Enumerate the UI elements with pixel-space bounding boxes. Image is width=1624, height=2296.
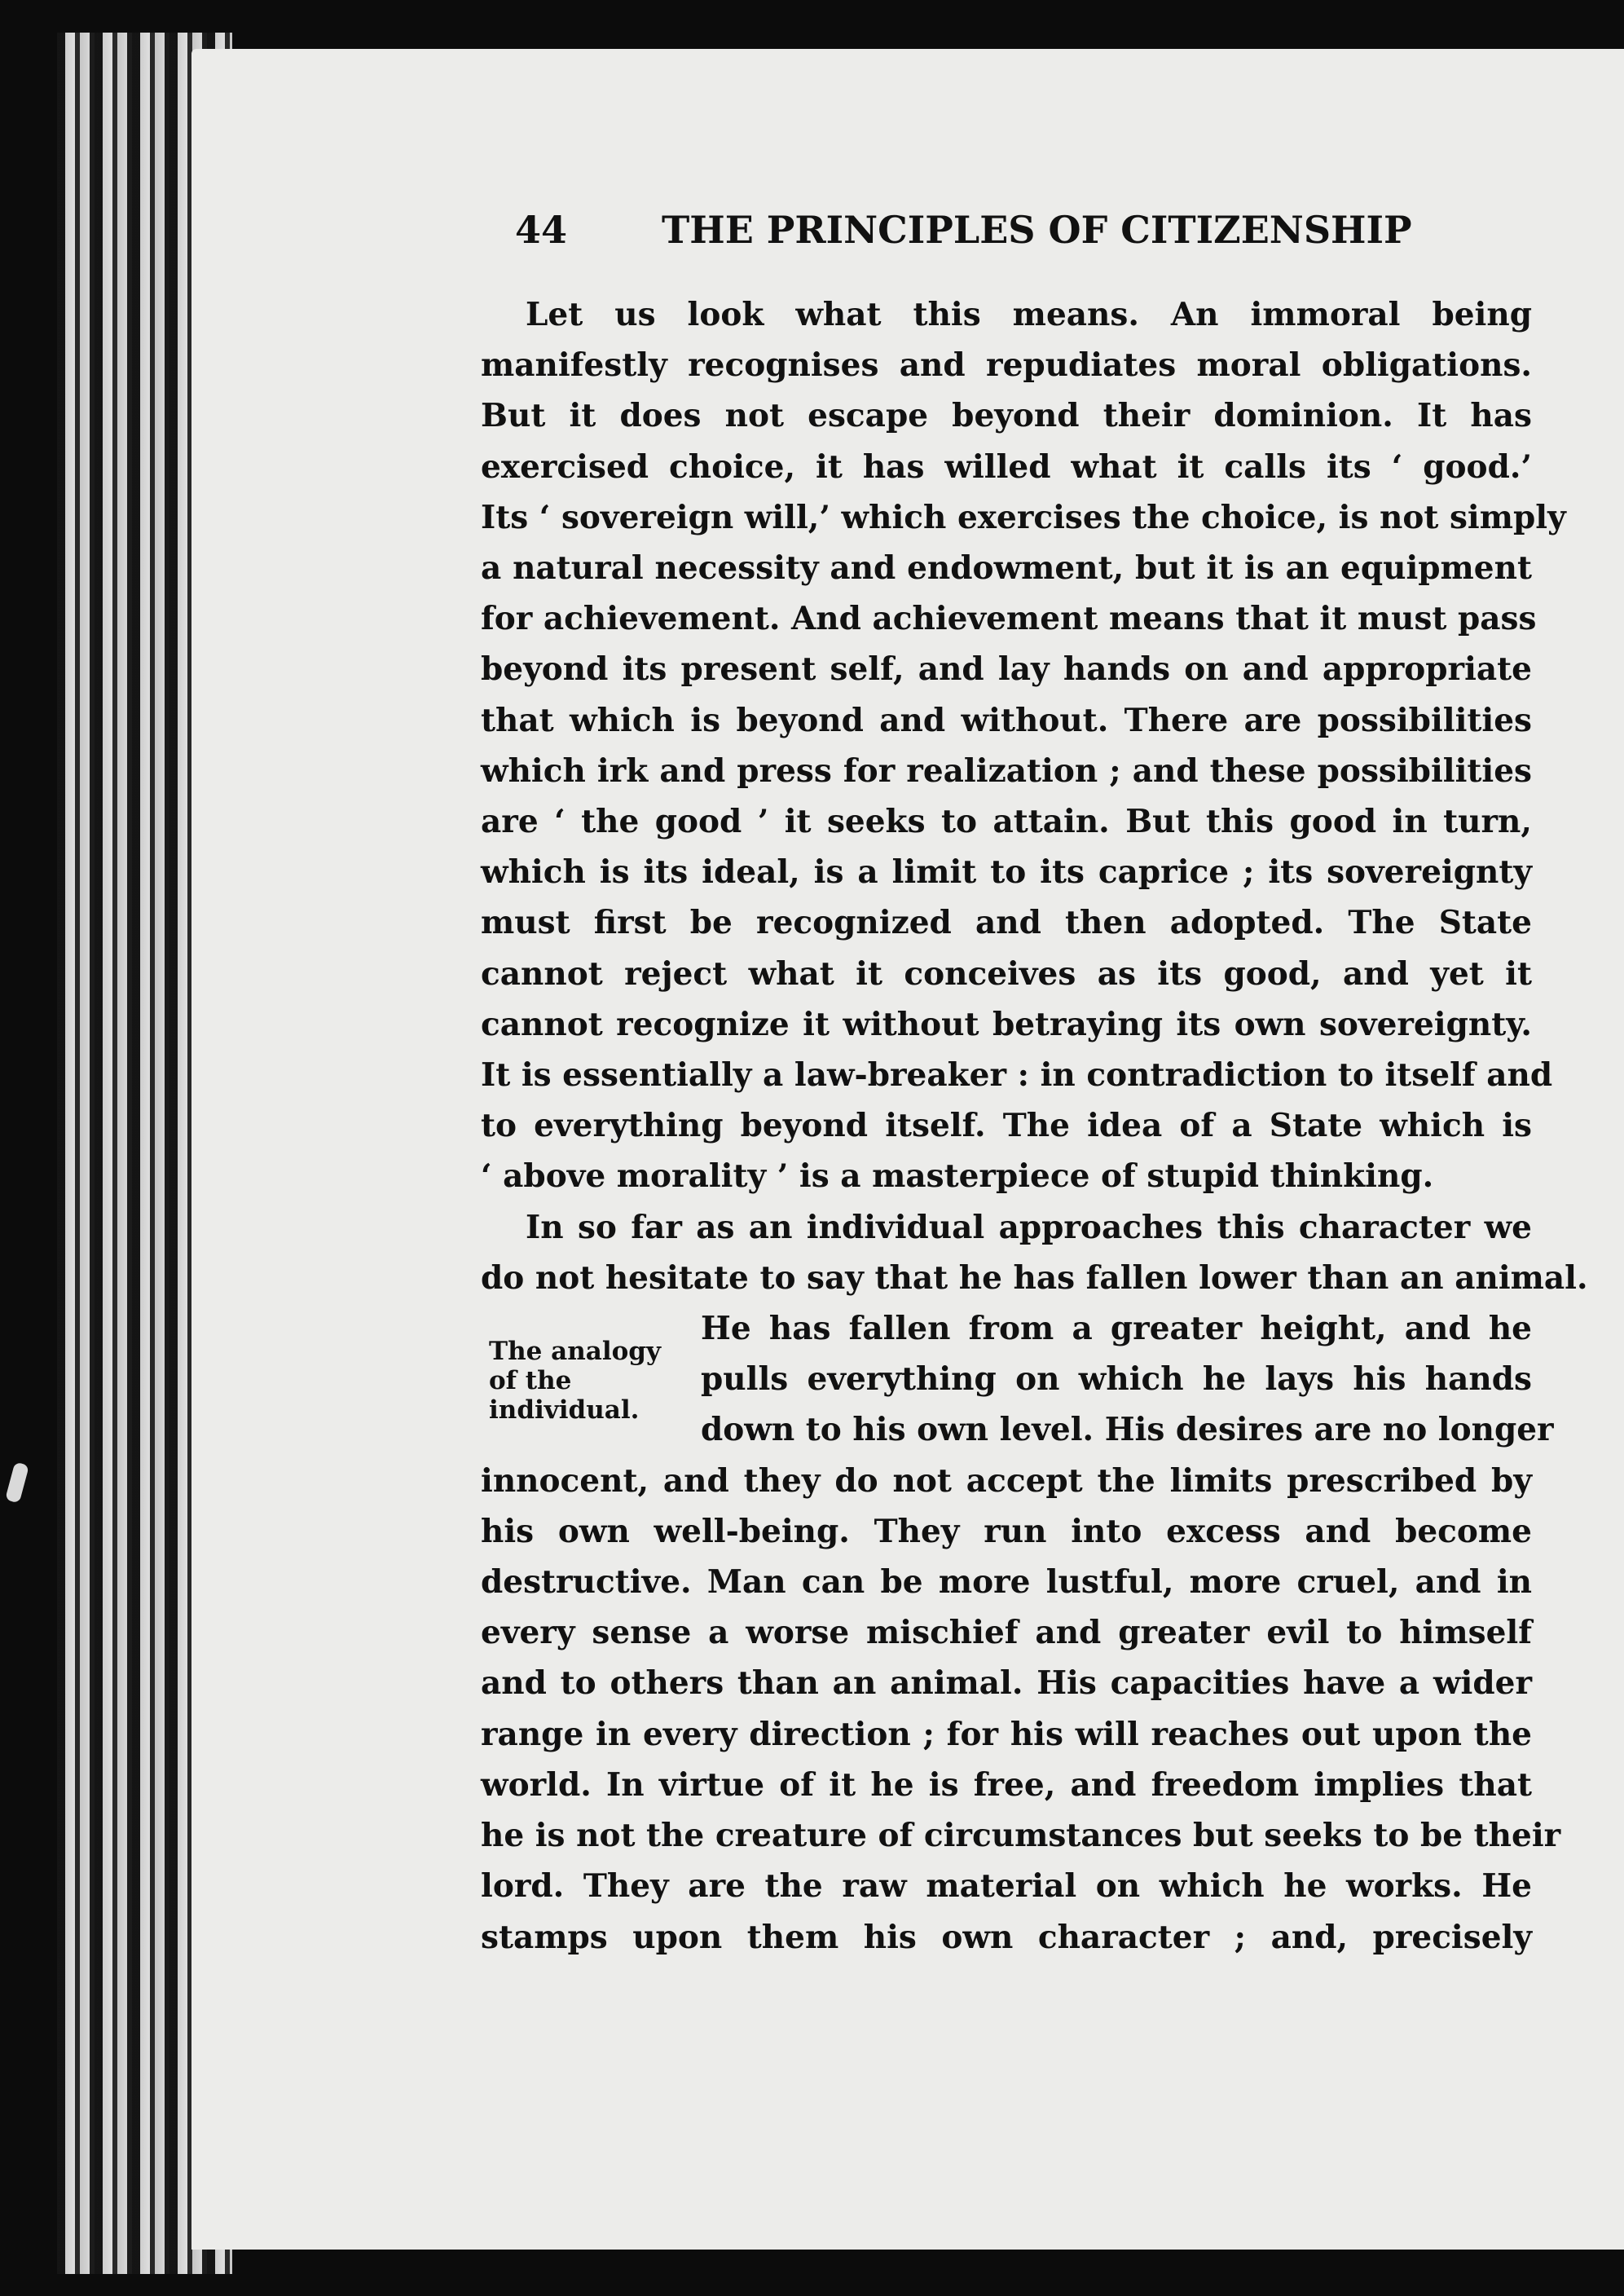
margin-note-line: The analogy: [489, 1337, 661, 1366]
text-line: and to others than an animal. His capacities have a wider: [481, 1664, 1532, 1703]
text-line: Its ‘ sovereign will,’ which exercises the choice, is not simply: [481, 498, 1566, 536]
running-title: THE PRINCIPLES OF CITIZENSHIP: [662, 208, 1412, 252]
text-line: exercised choice, it has willed what it calls its ‘ good.’: [481, 447, 1532, 486]
text-line: every sense a worse mischief and greater evil to himself: [481, 1614, 1532, 1652]
text-line: world. In virtue of it he is free, and freedom implies that: [481, 1765, 1532, 1804]
text-line: to everything beyond itself. The idea of a State which is: [481, 1107, 1532, 1145]
text-line: cannot recognize it without betraying its own sovereignty.: [481, 1005, 1532, 1043]
text-line: do not hesitate to say that he has fallen lower than an animal.: [481, 1258, 1588, 1297]
text-line: range in every direction ; for his will reaches out upon the: [481, 1715, 1532, 1753]
text-line: manifestly recognises and repudiates moral obligations.: [481, 346, 1532, 385]
text-line: for achievement. And achievement means that it must pass: [481, 600, 1537, 638]
text-line: which is its ideal, is a limit to its caprice ; its sovereignty: [481, 853, 1532, 892]
scan-speck: [5, 1461, 29, 1503]
text-line: It is essentially a law-breaker : in contradiction to itself and: [481, 1056, 1553, 1095]
margin-note-line: individual.: [489, 1395, 640, 1425]
text-line: that which is beyond and without. There are possibilities: [481, 701, 1532, 739]
text-line: innocent, and they do not accept the limits prescribed by: [481, 1461, 1532, 1500]
text-line: Let us look what this means. An immoral being: [526, 296, 1532, 333]
running-header: [515, 208, 1412, 252]
text-line: must first be recognized and then adopted. The State: [481, 904, 1532, 942]
text-line: In so far as an individual approaches this character we: [526, 1208, 1532, 1246]
margin-note-line: of the: [489, 1366, 572, 1395]
text-line: stamps upon them his own character ; and, precisely: [481, 1918, 1532, 1956]
text-line: his own well-being. They run into excess and become: [481, 1512, 1532, 1550]
text-line: down to his own level. His desires are no longer: [701, 1411, 1554, 1449]
text-line: are ‘ the good ’ it seeks to attain. But this good in turn,: [481, 803, 1532, 841]
text-line: cannot reject what it conceives as its good, and yet it: [481, 954, 1532, 993]
text-line: destructive. Man can be more lustful, more cruel, and in: [481, 1563, 1532, 1602]
text-line: a natural necessity and endowment, but it is an equipment: [481, 549, 1532, 588]
text-line: He has fallen from a greater height, and he: [701, 1310, 1532, 1348]
text-line: pulls everything on which he lays his hands: [701, 1360, 1532, 1399]
text-line: which irk and press for realization ; and these possibilities: [481, 751, 1532, 790]
page-number: 44: [515, 208, 568, 252]
text-line: he is not the creature of circumstances but seeks to be their: [481, 1817, 1561, 1855]
text-line: lord. They are the raw material on which he works. He: [481, 1867, 1532, 1906]
text-line: But it does not escape beyond their dominion. It has: [481, 397, 1532, 435]
body-text: [481, 289, 1588, 1963]
text-line: ‘ above morality ’ is a masterpiece of stupid thinking.: [481, 1157, 1434, 1196]
text-line: beyond its present self, and lay hands on and appropriate: [481, 650, 1532, 689]
